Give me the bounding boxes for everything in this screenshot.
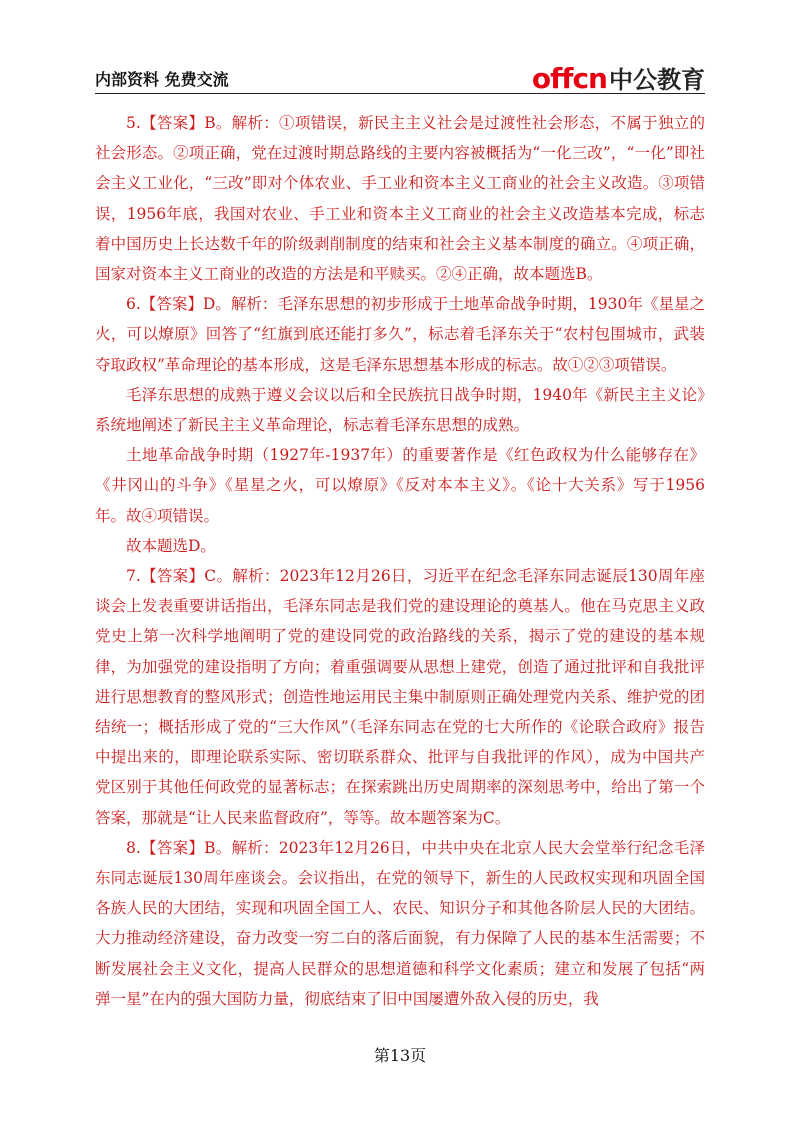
logo-wordmark: offcn <box>531 62 607 95</box>
answer-6-maturity-paragraph: 毛泽东思想的成熟于遵义会议以后和全民族抗日战争时期，1940年《新民主主义论》系统地阐述了新民主主义革命理论，标志着毛泽东思想的成熟。 <box>95 385 705 435</box>
page-number: 第13页 <box>373 1046 427 1065</box>
answer-6-works-paragraph: 土地革命战争时期（1927年-1937年）的重要著作是《红色政权为什么能够存在》《井冈山的斗争》《星星之火，可以燎原》《反对本本主义》。《论十大关系》写于1956年。故④项错误。 <box>95 446 705 525</box>
page-header <box>95 60 705 94</box>
answer-6-conclusion: 故本题选D。 <box>126 536 216 555</box>
answer-5-paragraph: 5.【答案】B。解析：①项错误，新民主主义社会是过渡性社会形态，不属于独立的社会形态。②项正确，党在过渡时期总路线的主要内容被概括为“一化三改”，“一化”即社会主义工业化，“三改”即对个体农业、手工业和资本主义工商业的社会主义改造。③项错误，1956年底，我国对农业、手工业和资本主义工商业的社会主义改造基本完成，标志着中国历史上长达数千年的阶级剥削制度的结束和社会主义基本制度的确立。④项正确，国家对资本主义工商业的改造的方法是和平赎买。②④正确，故本题选B。 <box>95 114 705 284</box>
logo-chinese-name: 中公教育 <box>609 66 705 94</box>
document-body <box>95 108 705 1014</box>
header-divider <box>95 93 705 94</box>
answer-8-paragraph: 8.【答案】B。解析：2023年12月26日，中共中央在北京人民大会堂举行纪念毛泽东同志诞辰130周年座谈会。会议指出，在党的领导下，新生的人民政权实现和巩固全国各族人民的大团结，实现和巩固全国工人、农民、知识分子和其他各阶层人民的大团结。大力推动经济建设，奋力改变一穷二白的落后面貌，有力保障了人民的基本生活需要；不断发展社会主义文化，提高人民群众的思想道德和科学文化素质；建立和发展了包括“两弹一星”在内的强大国防力量，彻底结束了旧中国屡遭外敌入侵的历史，我 <box>95 838 705 1008</box>
answer-7-paragraph: 7.【答案】C。解析：2023年12月26日，习近平在纪念毛泽东同志诞辰130周年座谈会上发表重要讲话指出，毛泽东同志是我们党的建设理论的奠基人。他在马克思主义政党史上第一次科学地阐明了党的建设同党的政治路线的关系，揭示了党的建设的基本规律，为加强党的建设指明了方向；着重强调要从思想上建党，创造了通过批评和自我批评进行思想教育的整风形式；创造性地运用民主集中制原则正确处理党内关系、维护党的团结统一；概括形成了党的“三大作风”（毛泽东同志在党的七大所作的《论联合政府》报告中提出来的，即理论联系实际、密切联系群众、批评与自我批评的作风），成为中国共产党区别于其他任何政党的显著标志；在探索跳出历史周期率的深刻思考中，给出了第一个答案，那就是“让人民来监督政府”，等等。故本题答案为C。 <box>95 567 705 827</box>
answer-6-paragraph: 6.【答案】D。解析：毛泽东思想的初步形成于土地革命战争时期，1930年《星星之火，可以燎原》回答了“红旗到底还能打多久”，标志着毛泽东关于“农村包围城市，武装夺取政权”革命理论的基本形成，这是毛泽东思想基本形成的标志。故①②③项错误。 <box>95 295 705 374</box>
offcn-logo <box>531 60 705 95</box>
header-note: 内部资料 免费交流 <box>95 70 229 89</box>
